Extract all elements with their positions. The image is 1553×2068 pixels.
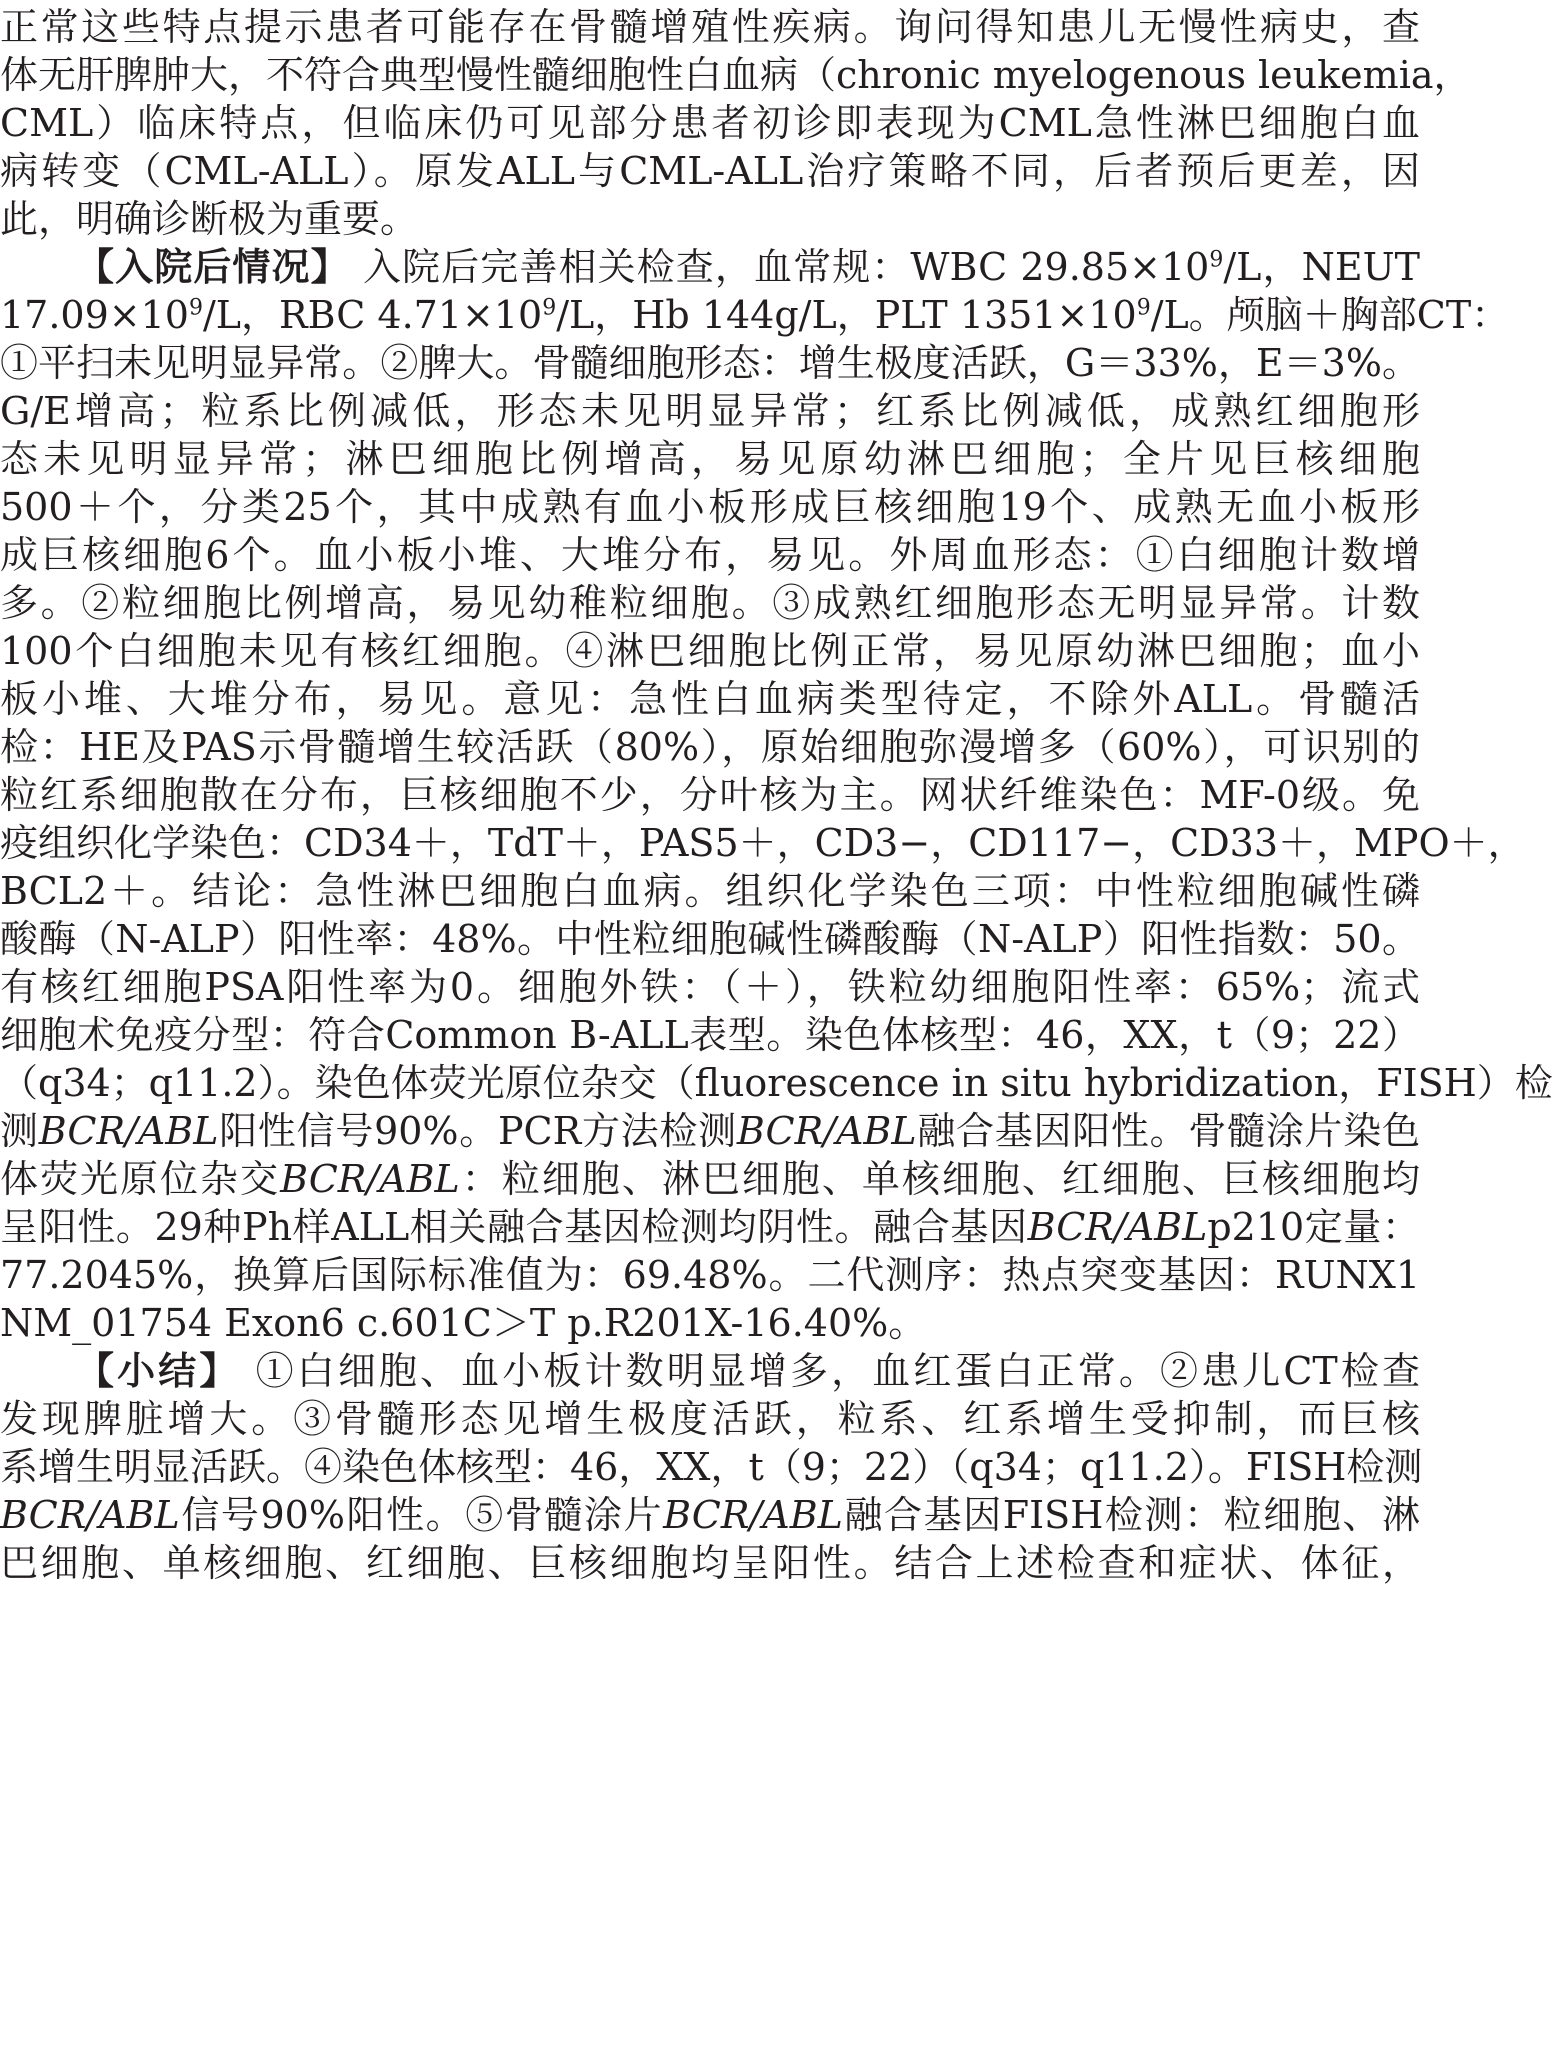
text-line: 77.2045%，换算后国际标准值为：69.48%。二代测序：热点突变基因：RUNX1	[0, 1253, 1420, 1297]
text-span: /L，Hb 144g/L，PLT 1351×10	[556, 293, 1137, 337]
text-span: 体荧光原位杂交	[0, 1157, 281, 1201]
gene-name: BCR/ABL	[1027, 1205, 1208, 1249]
text-span: 阳性信号90%。PCR方法检测	[218, 1109, 737, 1153]
gene-name: BCR/ABL	[38, 1109, 219, 1153]
text-span: 融合基因FISH检测：粒细胞、淋	[842, 1493, 1420, 1537]
text-line: 100个白细胞未见有核红细胞。④淋巴细胞比例正常，易见原幼淋巴细胞；血小	[0, 629, 1420, 673]
text-line: 发现脾脏增大。③骨髓形态见增生极度活跃，粒系、红系增生受抑制，而巨核	[0, 1397, 1420, 1441]
section-heading-admission: 【入院后情况】	[76, 245, 350, 289]
text-span: 测	[0, 1109, 39, 1153]
text-line: 此，明确诊断极为重要。	[0, 197, 419, 241]
text-line: NM_01754 Exon6 c.601C＞T p.R201X-16.40%。	[0, 1301, 927, 1345]
text-span: 融合基因阳性。骨髓涂片染色	[916, 1109, 1420, 1153]
text-line: 板小堆、大堆分布，易见。意见：急性白血病类型待定，不除外ALL。骨髓活	[0, 677, 1420, 721]
text-span: p210定量：	[1207, 1205, 1420, 1249]
text-span: 17.09×10	[0, 293, 189, 337]
text-span: 呈阳性。29种Ph样ALL相关融合基因检测均阴性。融合基因	[0, 1205, 1028, 1249]
gene-name: BCR/ABL	[0, 1493, 180, 1537]
text-line: （q34；q11.2）。染色体荧光原位杂交（fluorescence in situ hybridization，FISH）检	[0, 1061, 1553, 1105]
text-line: 正常这些特点提示患者可能存在骨髓增殖性疾病。询问得知患儿无慢性病史，查	[0, 5, 1420, 49]
text-span: ①白细胞、血小板计数明显增多，血红蛋白正常。②患儿CT检查	[255, 1349, 1420, 1393]
superscript: 9	[1209, 247, 1224, 273]
text-line: CML）临床特点，但临床仍可见部分患者初诊即表现为CML急性淋巴细胞白血	[0, 101, 1420, 145]
text-line: 有核红细胞PSA阳性率为0。细胞外铁：（＋），铁粒幼细胞阳性率：65%；流式	[0, 965, 1420, 1009]
section-heading-summary: 【小结】	[76, 1349, 241, 1393]
gene-name: BCR/ABL	[663, 1493, 843, 1537]
superscript: 9	[542, 295, 557, 321]
text-line: BCL2＋。结论：急性淋巴细胞白血病。组织化学染色三项：中性粒细胞碱性磷	[0, 869, 1420, 913]
text-span: /L，NEUT	[1223, 245, 1420, 289]
text-line: 病转变（CML-ALL）。原发ALL与CML-ALL治疗策略不同，后者预后更差，因	[0, 149, 1420, 193]
text-line: 成巨核细胞6个。血小板小堆、大堆分布，易见。外周血形态：①白细胞计数增	[0, 533, 1420, 577]
text-span: 信号90%阳性。⑤骨髓涂片	[179, 1493, 664, 1537]
text-span: 入院后完善相关检查，血常规：WBC 29.85×10	[362, 245, 1210, 289]
text-span: /L，RBC 4.71×10	[202, 293, 543, 337]
text-span: /L。颅脑＋胸部CT：	[1150, 293, 1510, 337]
text-line: 细胞术免疫分型：符合Common B-ALL表型。染色体核型：46，XX，t（9；22）	[0, 1013, 1420, 1057]
text-span: ：粒细胞、淋巴细胞、单核细胞、红细胞、巨核细胞均	[459, 1157, 1420, 1201]
superscript: 9	[188, 295, 203, 321]
text-line: 系增生明显活跃。④染色体核型：46，XX，t（9；22）（q34；q11.2）。FISH检测	[0, 1445, 1423, 1489]
text-line: ①平扫未见明显异常。②脾大。骨髓细胞形态：增生极度活跃，G＝33%，E＝3%。	[0, 341, 1420, 385]
text-line: 态未见明显异常；淋巴细胞比例增高，易见原幼淋巴细胞；全片见巨核细胞	[0, 437, 1420, 481]
text-line: 粒红系细胞散在分布，巨核细胞不少，分叶核为主。网状纤维染色：MF-0级。免	[0, 773, 1420, 817]
text-line: 500＋个，分类25个，其中成熟有血小板形成巨核细胞19个、成熟无血小板形	[0, 485, 1420, 529]
text-line: G/E增高；粒系比例减低，形态未见明显异常；红系比例减低，成熟红细胞形	[0, 389, 1420, 433]
superscript: 9	[1136, 295, 1151, 321]
text-line: 多。②粒细胞比例增高，易见幼稚粒细胞。③成熟红细胞形态无明显异常。计数	[0, 581, 1420, 625]
text-line: 酸酶（N-ALP）阳性率：48%。中性粒细胞碱性磷酸酶（N-ALP）阳性指数：50。	[0, 917, 1420, 961]
text-line: 巴细胞、单核细胞、红细胞、巨核细胞均呈阳性。结合上述检查和症状、体征，	[0, 1541, 1420, 1585]
text-line: 检：HE及PAS示骨髓增生较活跃（80%），原始细胞弥漫增多（60%），可识别的	[0, 725, 1420, 769]
text-line: 疫组织化学染色：CD34＋，TdT＋，PAS5＋，CD3−，CD117−，CD33＋，MPO＋，	[0, 821, 1526, 865]
gene-name: BCR/ABL	[280, 1157, 460, 1201]
gene-name: BCR/ABL	[736, 1109, 917, 1153]
text-line: 体无肝脾肿大，不符合典型慢性髓细胞性白血病（chronic myelogenous leukemia，	[0, 53, 1472, 97]
